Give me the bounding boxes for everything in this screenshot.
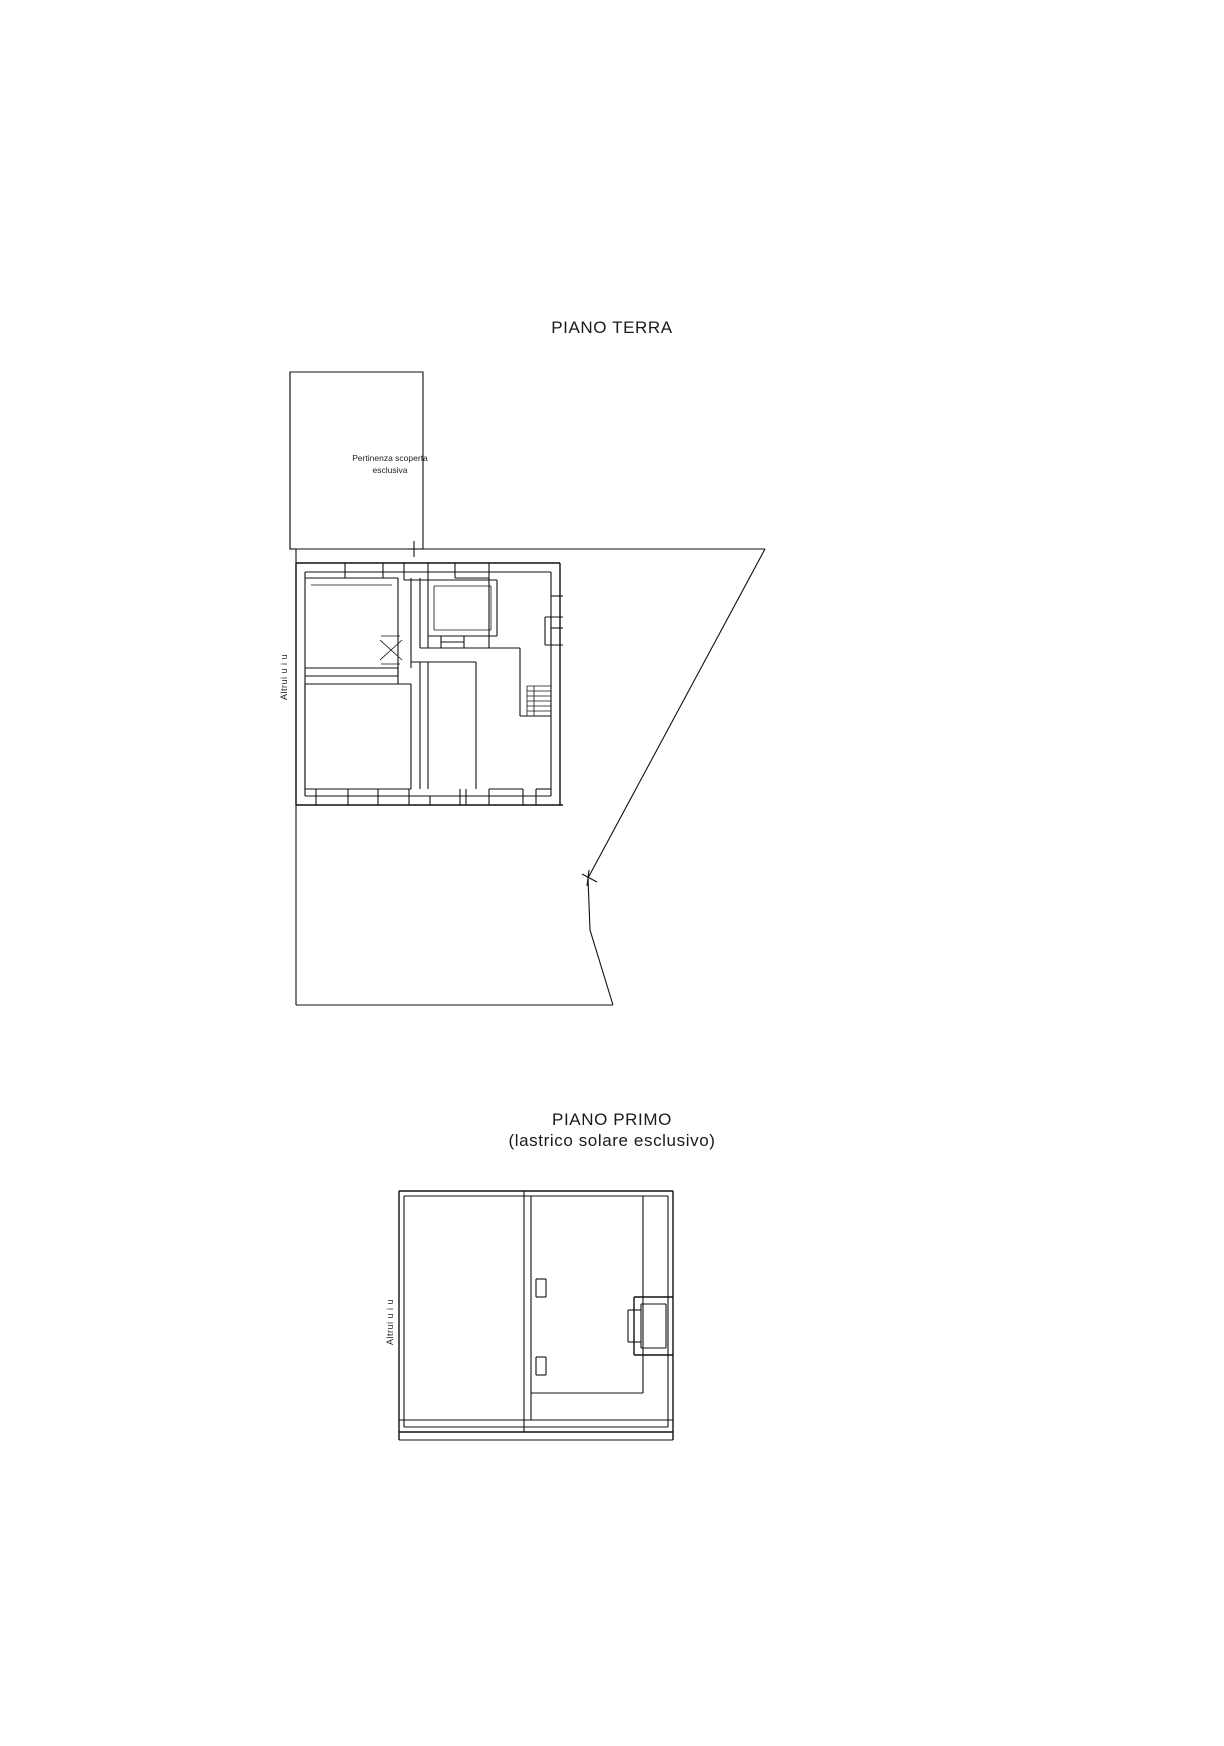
bottom-band — [399, 1420, 673, 1440]
door-swing — [380, 636, 402, 664]
courtyard-label-line2: esclusiva — [372, 465, 408, 475]
building-outer-walls — [296, 563, 563, 805]
wall-mid-left — [305, 668, 411, 684]
lot-boundary — [290, 541, 765, 1005]
staircase — [527, 686, 551, 716]
first-floor-title: PIANO PRIMO — [552, 1110, 672, 1129]
roof-terrace-outline — [399, 1191, 673, 1432]
ground-floor-side-label: Altrui u i u — [279, 653, 289, 700]
divider-openings — [536, 1279, 546, 1375]
central-divider — [524, 1191, 531, 1432]
stair-head-block — [628, 1297, 673, 1355]
central-corridor — [411, 578, 476, 789]
first-floor-drawing — [399, 1191, 673, 1440]
ground-floor-title: PIANO TERRA — [551, 318, 673, 337]
courtyard-label — [300, 452, 480, 476]
top-wall-openings — [345, 563, 489, 580]
first-floor-side-label: Altrui u i u — [385, 1298, 395, 1345]
room-left-lower — [305, 684, 411, 789]
inner-terrace — [531, 1196, 643, 1393]
room-bathroom — [428, 580, 497, 648]
room-right — [476, 578, 551, 789]
first-floor-subtitle: (lastrico solare esclusivo) — [508, 1131, 716, 1150]
room-left-upper — [305, 578, 398, 676]
bottom-wall-openings — [316, 789, 551, 805]
courtyard-label-line1: Pertinenza scoperta — [352, 453, 428, 463]
right-wall-openings — [545, 596, 563, 645]
